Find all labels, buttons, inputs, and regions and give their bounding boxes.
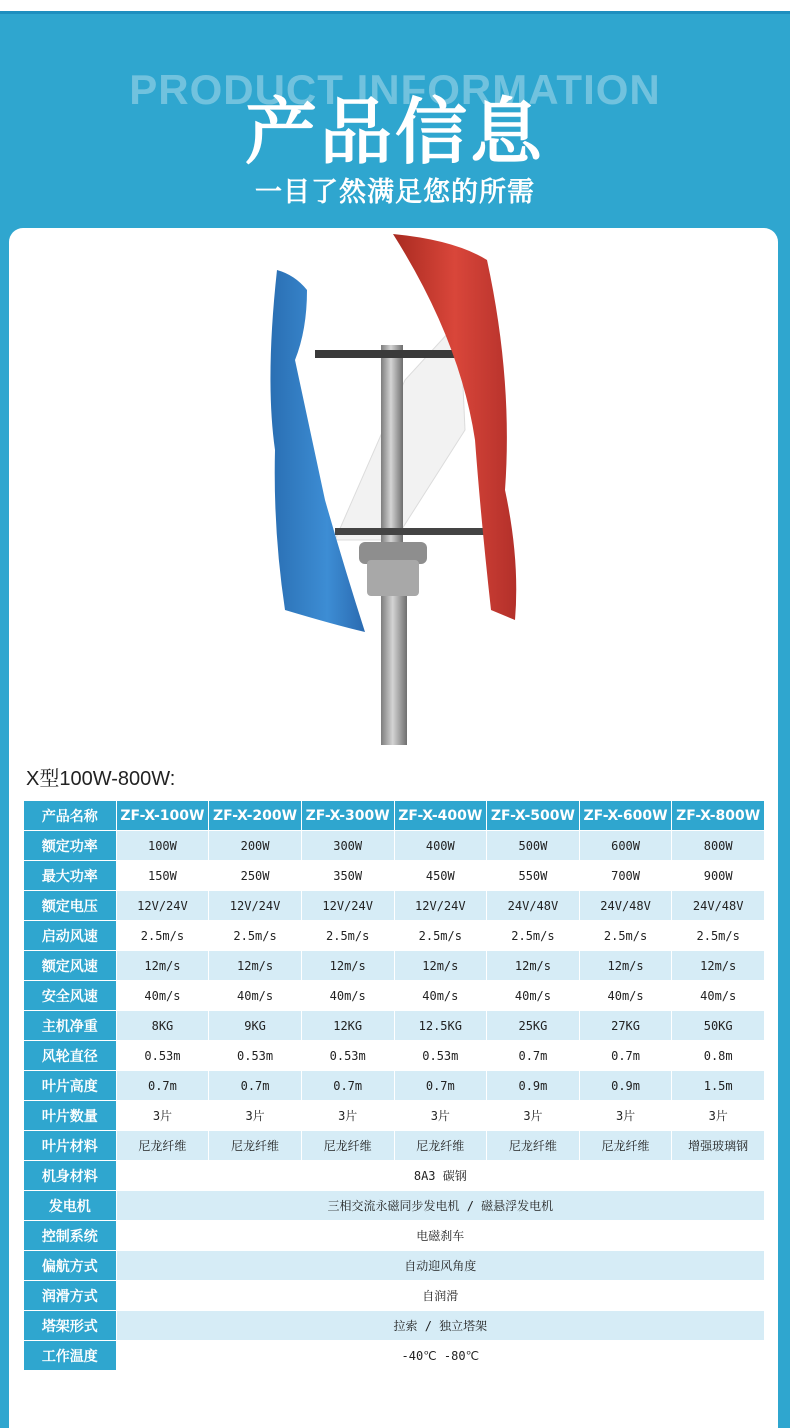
- spec-value-cell: 自润滑: [116, 1281, 764, 1311]
- spec-value-cell: 200W: [209, 831, 302, 861]
- spec-row: [24, 1311, 765, 1341]
- spec-value-cell: 3片: [487, 1101, 580, 1131]
- spec-value-cell: 12V/24V: [394, 891, 487, 921]
- header-cell: 产品名称: [24, 801, 117, 831]
- spec-row: [24, 1011, 765, 1041]
- spec-value-cell: 40m/s: [672, 981, 765, 1011]
- spec-value-cell: 3片: [116, 1101, 209, 1131]
- spec-value-cell: 2.5m/s: [209, 921, 302, 951]
- spec-value-cell: 25KG: [487, 1011, 580, 1041]
- spec-value-cell: 600W: [579, 831, 672, 861]
- spec-label-cell: 控制系统: [24, 1221, 117, 1251]
- spec-label-cell: 塔架形式: [24, 1311, 117, 1341]
- spec-value-cell: 尼龙纤维: [394, 1131, 487, 1161]
- spec-value-cell: 2.5m/s: [116, 921, 209, 951]
- spec-row: [24, 1281, 765, 1311]
- spec-row: [24, 1101, 765, 1131]
- spec-value-cell: 尼龙纤维: [301, 1131, 394, 1161]
- spec-value-cell: 0.7m: [116, 1071, 209, 1101]
- spec-value-cell: 27KG: [579, 1011, 672, 1041]
- spec-value-cell: 0.7m: [394, 1071, 487, 1101]
- spec-value-cell: 12m/s: [487, 951, 580, 981]
- spec-value-cell: 0.53m: [301, 1041, 394, 1071]
- header-cell: ZF-X-800W: [672, 801, 765, 831]
- spec-value-cell: 250W: [209, 861, 302, 891]
- spec-table: [23, 800, 765, 1371]
- spec-row: [24, 951, 765, 981]
- spec-value-cell: 2.5m/s: [487, 921, 580, 951]
- spec-value-cell: 12KG: [301, 1011, 394, 1041]
- page-subtitle: 一目了然满足您的所需: [255, 177, 535, 208]
- spec-value-cell: 550W: [487, 861, 580, 891]
- spec-value-cell: 12V/24V: [209, 891, 302, 921]
- english-title: PRODUCT INFORMATION: [129, 66, 661, 113]
- spec-value-cell: 12V/24V: [116, 891, 209, 921]
- header-cell: ZF-X-600W: [579, 801, 672, 831]
- spec-label-cell: 工作温度: [24, 1341, 117, 1371]
- spec-value-cell: 12m/s: [672, 951, 765, 981]
- spec-row: [24, 981, 765, 1011]
- spec-value-cell: 0.7m: [301, 1071, 394, 1101]
- spec-value-cell: 500W: [487, 831, 580, 861]
- spec-value-cell: 自动迎风角度: [116, 1251, 764, 1281]
- spec-value-cell: -40℃ -80℃: [116, 1341, 764, 1371]
- spec-value-cell: 40m/s: [394, 981, 487, 1011]
- spec-value-cell: 3片: [301, 1101, 394, 1131]
- spec-row: [24, 891, 765, 921]
- spec-value-cell: 尼龙纤维: [116, 1131, 209, 1161]
- header-cell: ZF-X-200W: [209, 801, 302, 831]
- spec-label-cell: 最大功率: [24, 861, 117, 891]
- spec-value-cell: 0.53m: [116, 1041, 209, 1071]
- spec-value-cell: 12m/s: [301, 951, 394, 981]
- page-title: 产品信息: [244, 90, 545, 174]
- spec-value-cell: 3片: [672, 1101, 765, 1131]
- spec-value-cell: 12m/s: [116, 951, 209, 981]
- spec-value-cell: 三相交流永磁同步发电机 / 磁悬浮发电机: [116, 1191, 764, 1221]
- header-cell: ZF-X-400W: [394, 801, 487, 831]
- spec-value-cell: 尼龙纤维: [209, 1131, 302, 1161]
- header-cell: ZF-X-300W: [301, 801, 394, 831]
- spec-header-row: [24, 801, 765, 831]
- spec-value-cell: 尼龙纤维: [579, 1131, 672, 1161]
- spec-label-cell: 额定功率: [24, 831, 117, 861]
- model-range-label: X型100W-800W:: [26, 768, 176, 790]
- spec-value-cell: 2.5m/s: [301, 921, 394, 951]
- spec-value-cell: 40m/s: [116, 981, 209, 1011]
- spec-value-cell: 0.53m: [209, 1041, 302, 1071]
- spec-value-cell: 电磁刹车: [116, 1221, 764, 1251]
- spec-value-cell: 0.9m: [487, 1071, 580, 1101]
- spec-label-cell: 润滑方式: [24, 1281, 117, 1311]
- spec-label-cell: 额定电压: [24, 891, 117, 921]
- spec-value-cell: 800W: [672, 831, 765, 861]
- spec-label-cell: 机身材料: [24, 1161, 117, 1191]
- spec-row: [24, 1071, 765, 1101]
- spec-label-cell: 风轮直径: [24, 1041, 117, 1071]
- spec-value-cell: 40m/s: [301, 981, 394, 1011]
- spec-value-cell: 12m/s: [579, 951, 672, 981]
- spec-value-cell: 150W: [116, 861, 209, 891]
- spec-value-cell: 100W: [116, 831, 209, 861]
- spec-value-cell: 3片: [579, 1101, 672, 1131]
- spec-label-cell: 叶片材料: [24, 1131, 117, 1161]
- spec-value-cell: 2.5m/s: [672, 921, 765, 951]
- spec-label-cell: 发电机: [24, 1191, 117, 1221]
- spec-label-cell: 额定风速: [24, 951, 117, 981]
- spec-value-cell: 24V/48V: [487, 891, 580, 921]
- spec-value-cell: 2.5m/s: [394, 921, 487, 951]
- spec-value-cell: 0.7m: [487, 1041, 580, 1071]
- spec-row: [24, 1131, 765, 1161]
- spec-value-cell: 24V/48V: [579, 891, 672, 921]
- spec-value-cell: 300W: [301, 831, 394, 861]
- spec-value-cell: 900W: [672, 861, 765, 891]
- spec-row: [24, 1041, 765, 1071]
- spec-value-cell: 12m/s: [209, 951, 302, 981]
- header-cell: ZF-X-100W: [116, 801, 209, 831]
- spec-value-cell: 3片: [394, 1101, 487, 1131]
- spec-value-cell: 12.5KG: [394, 1011, 487, 1041]
- spec-value-cell: 9KG: [209, 1011, 302, 1041]
- spec-row: [24, 861, 765, 891]
- spec-value-cell: 12m/s: [394, 951, 487, 981]
- spec-label-cell: 叶片数量: [24, 1101, 117, 1131]
- spec-value-cell: 增强玻璃钢: [672, 1131, 765, 1161]
- spec-label-cell: 叶片高度: [24, 1071, 117, 1101]
- spec-row: [24, 1341, 765, 1371]
- wind-turbine-image: [255, 230, 535, 745]
- spec-value-cell: 40m/s: [209, 981, 302, 1011]
- spec-value-cell: 8KG: [116, 1011, 209, 1041]
- spec-label-cell: 安全风速: [24, 981, 117, 1011]
- spec-value-cell: 拉索 / 独立塔架: [116, 1311, 764, 1341]
- top-border: [0, 0, 790, 14]
- spec-value-cell: 12V/24V: [301, 891, 394, 921]
- spec-value-cell: 40m/s: [487, 981, 580, 1011]
- spec-value-cell: 0.7m: [209, 1071, 302, 1101]
- spec-value-cell: 0.9m: [579, 1071, 672, 1101]
- spec-row: [24, 1191, 765, 1221]
- spec-value-cell: 2.5m/s: [579, 921, 672, 951]
- spec-row: [24, 921, 765, 951]
- spec-value-cell: 450W: [394, 861, 487, 891]
- spec-value-cell: 40m/s: [579, 981, 672, 1011]
- spec-row: [24, 1251, 765, 1281]
- spec-label-cell: 启动风速: [24, 921, 117, 951]
- header-cell: ZF-X-500W: [487, 801, 580, 831]
- spec-value-cell: 50KG: [672, 1011, 765, 1041]
- spec-value-cell: 0.7m: [579, 1041, 672, 1071]
- spec-value-cell: 350W: [301, 861, 394, 891]
- spec-value-cell: 0.8m: [672, 1041, 765, 1071]
- spec-value-cell: 8A3 碳钢: [116, 1161, 764, 1191]
- spec-label-cell: 偏航方式: [24, 1251, 117, 1281]
- spec-value-cell: 700W: [579, 861, 672, 891]
- spec-value-cell: 24V/48V: [672, 891, 765, 921]
- spec-row: [24, 831, 765, 861]
- spec-value-cell: 400W: [394, 831, 487, 861]
- spec-label-cell: 主机净重: [24, 1011, 117, 1041]
- spec-value-cell: 0.53m: [394, 1041, 487, 1071]
- spec-value-cell: 3片: [209, 1101, 302, 1131]
- spec-row: [24, 1161, 765, 1191]
- spec-row: [24, 1221, 765, 1251]
- spec-value-cell: 1.5m: [672, 1071, 765, 1101]
- spec-value-cell: 尼龙纤维: [487, 1131, 580, 1161]
